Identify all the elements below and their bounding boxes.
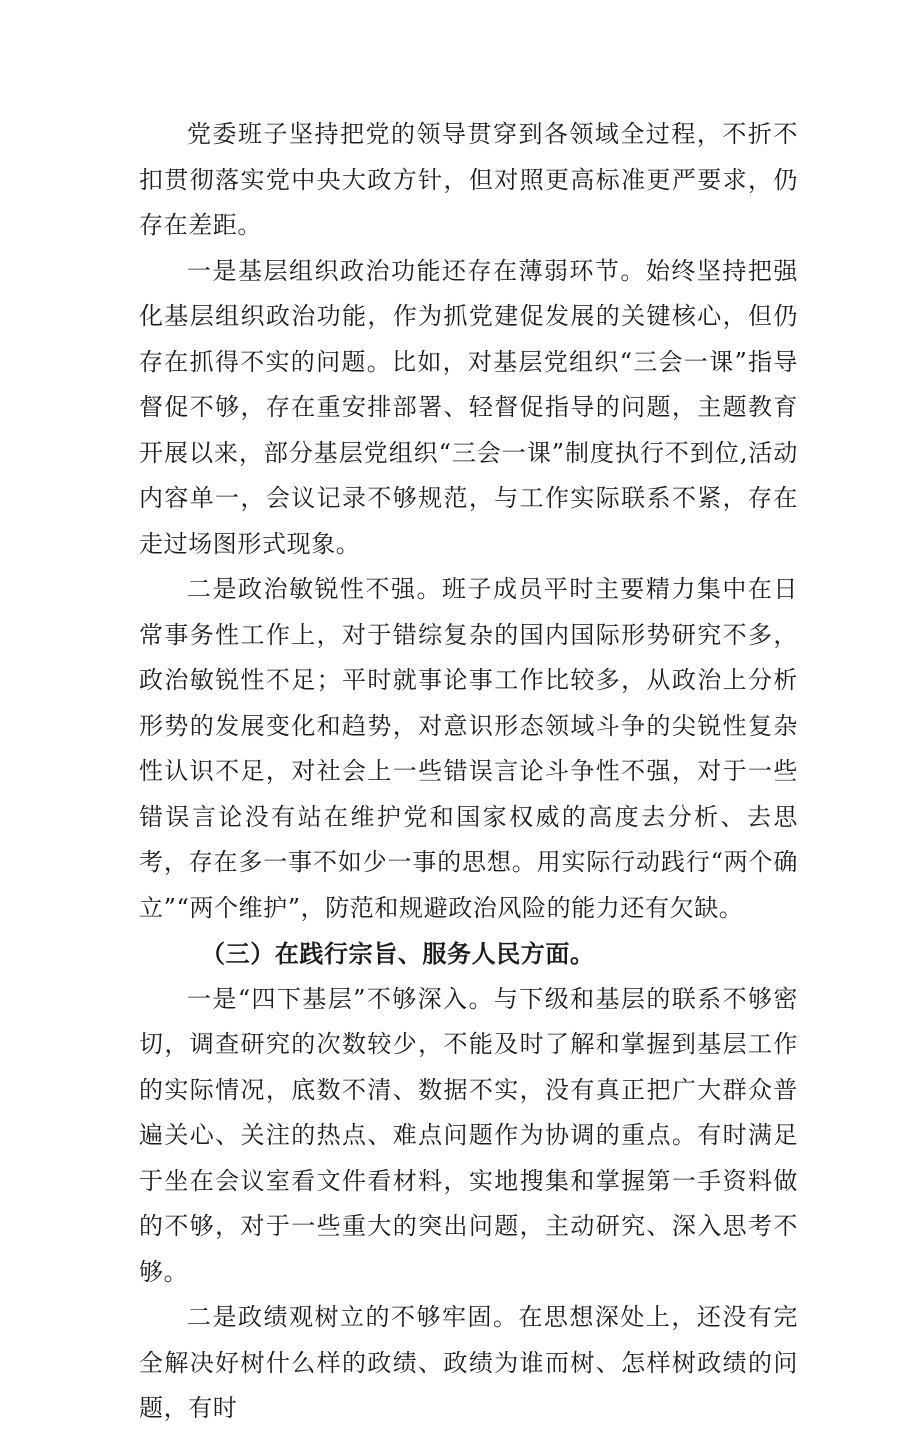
paragraph-intro: 党委班子坚持把党的领导贯穿到各领域全过程，不折不扣贯彻落实党中央大政方针，但对照更高标准更严要求，仍存在差距。 [139,120,798,239]
paragraph-four-down-grassroots: 一是“四下基层”不够深入。与下级和基层的联系不够密切，调查研究的次数较少，不能及时了解和掌握到基层工作的实际情况，底数不清、数据不实，没有真正把广大群众普遍关心、关注的热点、难点问题作为协调的重点。有时满足于坐在会议室看文件看材料，实地搜集和掌握第一手资料做的不够，对于一些重大的突出问题，主动研究、深入思考不够。 [139,984,798,1286]
paragraph-political-sensitivity: 二是政治敏锐性不强。班子成员平时主要精力集中在日常事务性工作上，对于错综复杂的国内国际形势研究不多，政治敏锐性不足；平时就事论事工作比较多，从政治上分析形势的发展变化和趋势，对意识形态领域斗争的尖锐性复杂性认识不足，对社会上一些错误言论斗争性不强，对于一些错误言论没有站在维护党和国家权威的高度去分析、去思考，存在多一事不如少一事的思想。用实际行动践行“两个确立”“两个维护”，防范和规避政治风险的能力还有欠缺。 [139,575,798,922]
paragraph-grassroots-organization: 一是基层组织政治功能还存在薄弱环节。始终坚持把强化基层组织政治功能，作为抓党建促发展的关键核心，但仍存在抓得不实的问题。比如，对基层党组织“三会一课”指导督促不够，存在重安排部署、轻督促指导的问题，主题教育开展以来，部分基层党组织“三会一课”制度执行不到位,活动内容单一，会议记录不够规范，与工作实际联系不紧，存在走过场图形式现象。 [139,256,798,558]
paragraph-performance-view: 二是政绩观树立的不够牢固。在思想深处上，还没有完全解决好树什么样的政绩、政绩为谁而树、怎样树政绩的问题，有时 [139,1303,798,1422]
section-heading: （三）在践行宗旨、服务人民方面。 [201,939,595,968]
document-page [139,112,798,1432]
